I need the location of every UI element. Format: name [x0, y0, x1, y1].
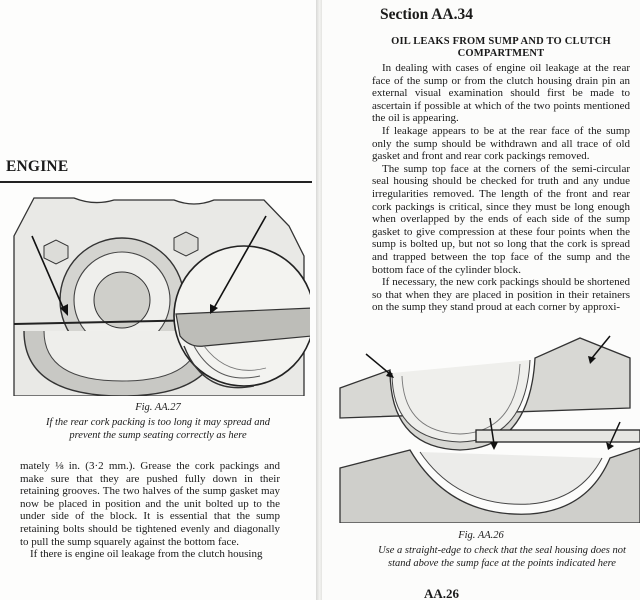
left-page: [0, 0, 316, 600]
figure-label: Fig. AA.26: [458, 530, 504, 541]
body-text-right: [372, 62, 630, 314]
paragraph: In dealing with cases of engine oil leakage at the rear face of the sump or from the clutch housing drain pin an external visual examination should first be made to ascertain if possible at which of the two points mentioned the oil is appearing.: [372, 62, 630, 125]
figure-caption: If the rear cork packing is too long it may spread and prevent the sump seating correctly as here: [45, 417, 271, 441]
paragraph: If there is engine oil leakage from the clutch housing: [30, 548, 263, 561]
figure-label: Fig. AA.27: [135, 402, 181, 413]
paragraph: The sump top face at the corners of the semi-circular seal housing should be checked for truth and any undue irregularities removed. The length of the front and rear cork packings is critical, since they must be long enough when overlapped by the ends of each side of the sump gasket to give compression at these four points when the sump is bolted up, but not so long that the cork is spread and trapped between the top face of the sump and the bottom face of the cylinder block.: [372, 162, 630, 276]
figure-aa26-illustration: [330, 318, 640, 523]
paragraph: If necessary, the new cork packings should be shortened so that when they are placed in position in their retainers on the sump they stand proud at each corner by approxi-: [372, 276, 630, 314]
section-heading: OIL LEAKS FROM SUMP AND TO CLUTCH COMPARTMENT: [391, 36, 611, 59]
chapter-title: ENGINE: [6, 158, 69, 175]
body-text-left: [20, 460, 280, 561]
paragraph: If leakage appears to be at the rear face of the sump only the sump should be withdrawn and all trace of old gasket and front and rear cork packings removed.: [372, 124, 630, 163]
chapter-rule: [0, 181, 312, 183]
page-number: AA.26: [424, 586, 460, 601]
figure-aa27-illustration: [4, 196, 310, 396]
section-title: Section AA.34: [380, 6, 473, 23]
paragraph: mately ⅛ in. (3·2 mm.). Grease the cork packings and make sure that they are pushed fully down in their retaining grooves. The two halves of the sump gasket may now be placed in position and the unit bolted up to the under side of the block. It is essential that the sump retaining bolts should be tightened evenly and diagonally to pull the sump squarely against the bottom face.: [20, 460, 280, 548]
figure-caption: Use a straight-edge to check that the seal housing does not stand above the sump face at the points indicated here: [378, 545, 626, 569]
